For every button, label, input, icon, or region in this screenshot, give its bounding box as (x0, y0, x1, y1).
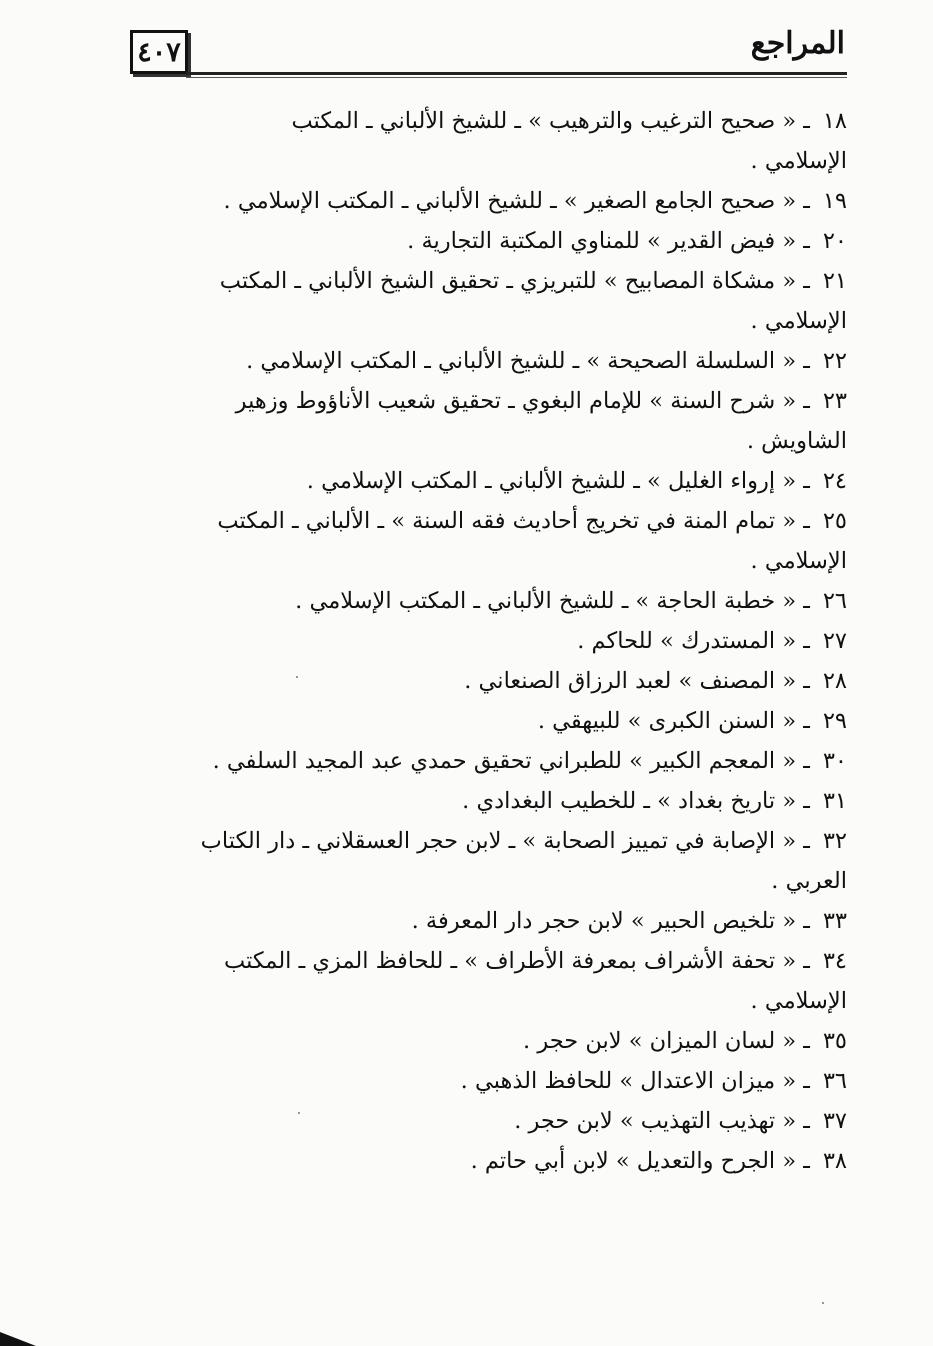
reference-number: ٢٣ (822, 388, 847, 414)
reference-line (120, 821, 847, 861)
reference-item (120, 101, 847, 181)
reference-line (120, 901, 847, 941)
reference-text: ـ « تحفة الأشراف بمعرفة الأطراف » ـ للحافظ المزي ـ المكتب (224, 948, 810, 974)
reference-text: ـ « فيض القدير » للمناوي المكتبة التجارية . (407, 228, 810, 254)
reference-line (120, 261, 847, 301)
reference-line (120, 501, 847, 541)
reference-line (120, 181, 847, 221)
reference-line (120, 1141, 847, 1181)
reference-item (120, 741, 847, 781)
reference-number: ٣٠ (822, 748, 847, 774)
reference-continuation: الإسلامي . (750, 148, 847, 174)
reference-item (120, 581, 847, 621)
reference-line (120, 781, 847, 821)
reference-item (120, 661, 847, 701)
reference-item (120, 1021, 847, 1061)
reference-text: ـ « صحيح الترغيب والترهيب » ـ للشيخ الألباني ـ المكتب (291, 108, 810, 134)
reference-number: ٣٢ (822, 828, 847, 854)
reference-text: ـ « ميزان الاعتدال » للحافظ الذهبي . (460, 1068, 810, 1094)
reference-line (120, 1061, 847, 1101)
reference-item (120, 221, 847, 261)
reference-list (120, 101, 847, 1181)
reference-line (120, 621, 847, 661)
reference-text: ـ « تهذيب التهذيب » لابن حجر . (514, 1108, 810, 1134)
reference-text: ـ « المصنف » لعبد الرزاق الصنعاني . (464, 668, 810, 694)
reference-line (120, 941, 847, 981)
reference-item (120, 941, 847, 1021)
reference-number: ٣٧ (822, 1108, 847, 1134)
reference-text: ـ « لسان الميزان » لابن حجر . (523, 1028, 810, 1054)
speck (296, 676, 298, 678)
reference-continuation: الإسلامي . (750, 988, 847, 1014)
reference-item (120, 701, 847, 741)
reference-line (120, 661, 847, 701)
reference-number: ٣٦ (822, 1068, 847, 1094)
reference-number: ٢١ (822, 268, 847, 294)
speck (822, 1302, 824, 1304)
reference-text: ـ « شرح السنة » للإمام البغوي ـ تحقيق شعيب الأناؤوط وزهير (235, 388, 810, 414)
reference-text: ـ « صحيح الجامع الصغير » ـ للشيخ الألباني ـ المكتب الإسلامي . (223, 188, 810, 214)
reference-item (120, 461, 847, 501)
reference-number: ٣٤ (822, 948, 847, 974)
reference-text: ـ « المستدرك » للحاكم . (577, 628, 810, 654)
reference-number: ٢٠ (822, 228, 847, 254)
reference-text: ـ « الإصابة في تمييز الصحابة » ـ لابن حجر العسقلاني ـ دار الكتاب (200, 828, 810, 854)
reference-number: ١٩ (822, 188, 847, 214)
reference-line (120, 741, 847, 781)
speck (298, 1112, 300, 1114)
reference-continuation: العربي . (771, 868, 847, 894)
reference-number: ٢٤ (822, 468, 847, 494)
reference-number: ٢٦ (822, 588, 847, 614)
reference-number: ٢٢ (822, 348, 847, 374)
reference-text: ـ « مشكاة المصابيح » للتبريزي ـ تحقيق الشيخ الألباني ـ المكتب (219, 268, 810, 294)
reference-continuation: الإسلامي . (750, 548, 847, 574)
reference-item (120, 341, 847, 381)
reference-line (120, 221, 847, 261)
page-number-text: ٤٠٧ (137, 36, 181, 68)
reference-line (120, 581, 847, 621)
reference-line (120, 101, 847, 141)
reference-number: ٢٨ (822, 668, 847, 694)
reference-item (120, 1101, 847, 1141)
page-title: المراجع (750, 26, 845, 61)
reference-item (120, 1061, 847, 1101)
header-rule-thin (186, 77, 847, 78)
reference-item (120, 781, 847, 821)
reference-text: ـ « السنن الكبرى » للبيهقي . (537, 708, 810, 734)
reference-text: ـ « تلخيص الحبير » لابن حجر دار المعرفة . (411, 908, 810, 934)
reference-text: ـ « السلسلة الصحيحة » ـ للشيخ الألباني ـ المكتب الإسلامي . (246, 348, 810, 374)
reference-number: ٣١ (822, 788, 847, 814)
reference-continuation: الشاويش . (746, 428, 847, 454)
reference-text: ـ « تمام المنة في تخريج أحاديث فقه السنة » ـ الألباني ـ المكتب (217, 508, 810, 534)
reference-item (120, 821, 847, 901)
reference-number: ٢٧ (822, 628, 847, 654)
reference-text: ـ « تاريخ بغداد » ـ للخطيب البغدادي . (462, 788, 810, 814)
reference-continuation: الإسلامي . (750, 308, 847, 334)
reference-line (120, 381, 847, 421)
corner-mark (0, 1332, 36, 1346)
reference-text: ـ « خطبة الحاجة » ـ للشيخ الألباني ـ المكتب الإسلامي . (295, 588, 810, 614)
reference-text: ـ « الجرح والتعديل » لابن أبي حاتم . (470, 1148, 810, 1174)
reference-line (120, 701, 847, 741)
reference-number: ٣٨ (822, 1148, 847, 1174)
reference-item (120, 261, 847, 341)
reference-number: ٢٩ (822, 708, 847, 734)
reference-number: ٣٣ (822, 908, 847, 934)
reference-text: ـ « إرواء الغليل » ـ للشيخ الألباني ـ المكتب الإسلامي . (306, 468, 810, 494)
reference-line (120, 461, 847, 501)
reference-item (120, 381, 847, 461)
reference-item (120, 621, 847, 661)
reference-text: ـ « المعجم الكبير » للطبراني تحقيق حمدي عبد المجيد السلفي . (212, 748, 810, 774)
reference-line (120, 1021, 847, 1061)
reference-item (120, 501, 847, 581)
reference-number: ٢٥ (822, 508, 847, 534)
reference-item (120, 1141, 847, 1181)
reference-line (120, 341, 847, 381)
reference-line (120, 1101, 847, 1141)
reference-item (120, 181, 847, 221)
page-number (130, 30, 188, 74)
reference-number: ٣٥ (822, 1028, 847, 1054)
header-rule (186, 72, 847, 75)
reference-number: ١٨ (822, 108, 847, 134)
reference-item (120, 901, 847, 941)
